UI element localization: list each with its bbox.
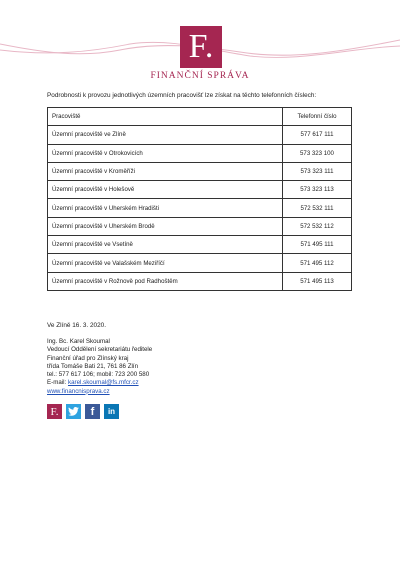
office-name: Územní pracoviště v Uherském Brodě [48,217,283,235]
office-name: Územní pracoviště v Rožnově pod Radhoštěm [48,272,283,290]
office-name: Územní pracoviště ve Valašském Meziříčí [48,254,283,272]
signature-position: Vedoucí Oddělení sekretariátu ředitele [47,346,153,354]
phone-number: 571 495 111 [283,236,352,254]
signature-address: třída Tomáše Bati 21, 761 86 Zlín [47,362,139,370]
linkedin-icon[interactable] [104,404,119,419]
signature-office: Finanční úřad pro Zlínský kraj [47,354,129,362]
phone-number: 572 532 111 [283,199,352,217]
header-phone: Telefonní číslo [283,108,352,126]
table-row [48,199,352,217]
office-name: Územní pracoviště v Uherském Hradišti [48,199,283,217]
signature-phone: tel.: 577 617 106; mobil: 723 200 580 [47,371,150,379]
table-row [48,144,352,162]
offices-table [47,107,352,291]
phone-number: 573 323 111 [283,162,352,180]
signature-website-line [47,388,152,396]
table-row [48,236,352,254]
logo-mark: F. [188,28,214,65]
email-label: E-mail: [47,379,68,387]
office-name: Územní pracoviště v Otrokovicích [48,144,283,162]
phone-number: 573 323 100 [283,144,352,162]
date-line: Ve Zlíně 16. 3. 2020. [47,322,106,329]
twitter-icon[interactable] [66,404,81,419]
phone-number: 571 495 112 [283,254,352,272]
table-header-row [48,108,352,126]
office-name: Územní pracoviště v Holešově [48,181,283,199]
table-row [48,181,352,199]
facebook-icon[interactable] [85,404,100,419]
office-name: Územní pracoviště ve Vsetíně [48,236,283,254]
financni-sprava-icon[interactable] [47,404,62,419]
phone-number: 577 617 111 [283,126,352,144]
fb-mark: f [90,405,95,418]
email-link[interactable]: karel.skoumal@fs.mfcr.cz [67,379,139,387]
signature-block [47,338,152,396]
website-link[interactable]: www.financnisprava.cz [47,387,110,395]
table-row [48,254,352,272]
financni-sprava-logo [180,26,222,68]
table-row [48,272,352,290]
phone-number: 571 495 113 [283,272,352,290]
office-name: Územní pracoviště v Kroměříži [48,162,283,180]
table-row [48,217,352,235]
office-name: Územní pracoviště ve Zlíně [48,126,283,144]
table-row [48,162,352,180]
signature-email-line [47,379,152,387]
twitter-bird-glyph [68,407,79,416]
phone-number: 572 532 112 [283,217,352,235]
signature-name: Ing. Bc. Karel Skoumal [47,338,110,345]
in-mark: in [107,407,116,416]
header-office: Pracoviště [48,108,283,126]
table-row [48,126,352,144]
intro-text: Podrobnosti k provozu jednotlivých územních pracovišť lze získat na těchto telefonních číslech: [47,92,317,99]
phone-number: 573 323 113 [283,181,352,199]
social-icons [47,404,119,419]
fs-mark: F. [50,405,59,418]
logo-text: FINANČNÍ SPRÁVA [150,71,250,81]
